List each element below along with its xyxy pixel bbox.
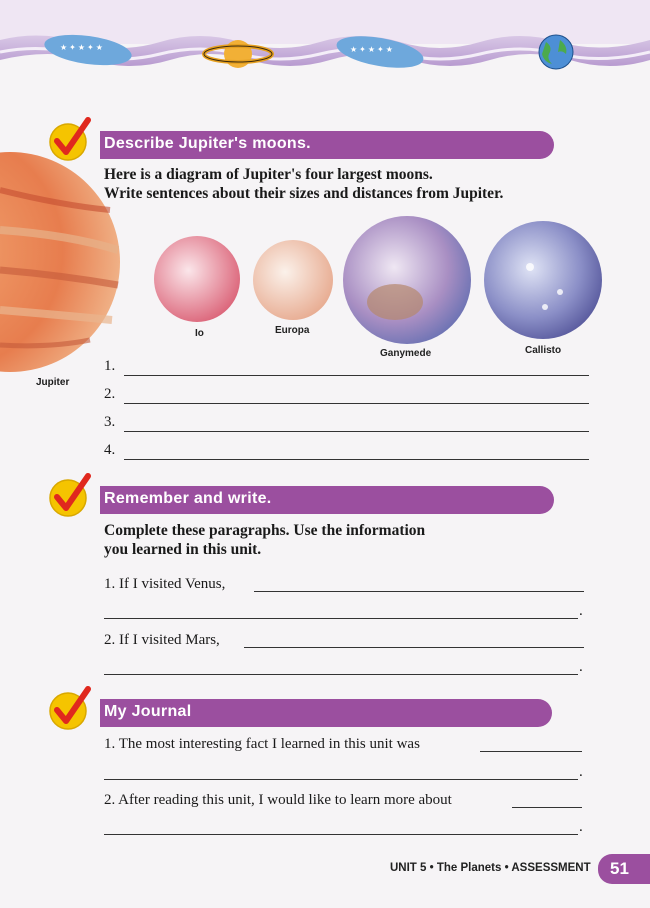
earth-icon — [539, 35, 573, 69]
instructions — [104, 521, 425, 559]
instruction-line: Complete these paragraphs. Use the information — [104, 522, 426, 539]
page-number: 51 — [598, 854, 650, 884]
instruction-line: Write sentences about their sizes and distances from Jupiter. — [104, 185, 504, 202]
callisto-moon — [484, 221, 602, 339]
svg-text:★ ✦ ★ ✦ ★: ★ ✦ ★ ✦ ★ — [350, 45, 393, 54]
jupiter-label: Jupiter — [36, 377, 70, 388]
answer-line-3[interactable] — [104, 414, 589, 434]
checkmark-icon — [48, 116, 94, 162]
moon-label: Ganymede — [380, 348, 432, 359]
prompt-venus: 1. If I visited Venus, — [104, 576, 226, 592]
section-banner-moons — [100, 131, 554, 159]
checkmark-icon — [48, 472, 94, 518]
instruction-line: you learned in this unit. — [104, 541, 262, 558]
moons-diagram — [150, 212, 610, 352]
instructions — [104, 165, 503, 203]
section-title: My Journal — [104, 703, 192, 720]
answer-line-2[interactable] — [104, 386, 589, 406]
answer-line[interactable] — [480, 751, 582, 752]
answer-line-1[interactable] — [104, 358, 589, 378]
answer-line[interactable] — [104, 779, 578, 780]
section-banner-remember — [100, 486, 554, 514]
section-title: Describe Jupiter's moons. — [104, 135, 311, 152]
svg-text:★ ✦ ★ ✦ ★: ★ ✦ ★ ✦ ★ — [60, 43, 103, 52]
answer-line[interactable] — [244, 647, 584, 648]
europa-moon — [253, 240, 333, 320]
line-number: 4. — [104, 442, 116, 458]
answer-line-4[interactable] — [104, 442, 589, 462]
line-number: 3. — [104, 414, 116, 430]
line-number: 1. — [104, 358, 116, 374]
prompt-interesting-fact: 1. The most interesting fact I learned in this unit was — [104, 736, 420, 752]
ganymede-moon — [343, 216, 471, 344]
answer-line[interactable] — [104, 834, 578, 835]
line-number: 2. — [104, 386, 116, 402]
footer-text: UNIT 5 • The Planets • ASSESSMENT — [390, 862, 591, 874]
answer-line[interactable] — [104, 674, 578, 675]
moon-label: Europa — [275, 325, 310, 336]
io-moon — [154, 236, 240, 322]
moon-label: Io — [195, 328, 204, 339]
prompt-learn-more: 2. After reading this unit, I would like to learn more about — [104, 792, 452, 808]
header-decoration — [0, 0, 650, 90]
prompt-mars: 2. If I visited Mars, — [104, 632, 220, 648]
checkmark-icon — [48, 685, 94, 731]
instruction-line: Here is a diagram of Jupiter's four largest moons. — [104, 166, 433, 183]
answer-line[interactable] — [512, 807, 582, 808]
answer-line[interactable] — [254, 591, 584, 592]
section-banner-journal — [100, 699, 552, 727]
moon-label: Callisto — [525, 345, 562, 356]
section-title: Remember and write. — [104, 490, 272, 507]
answer-line[interactable] — [104, 618, 578, 619]
